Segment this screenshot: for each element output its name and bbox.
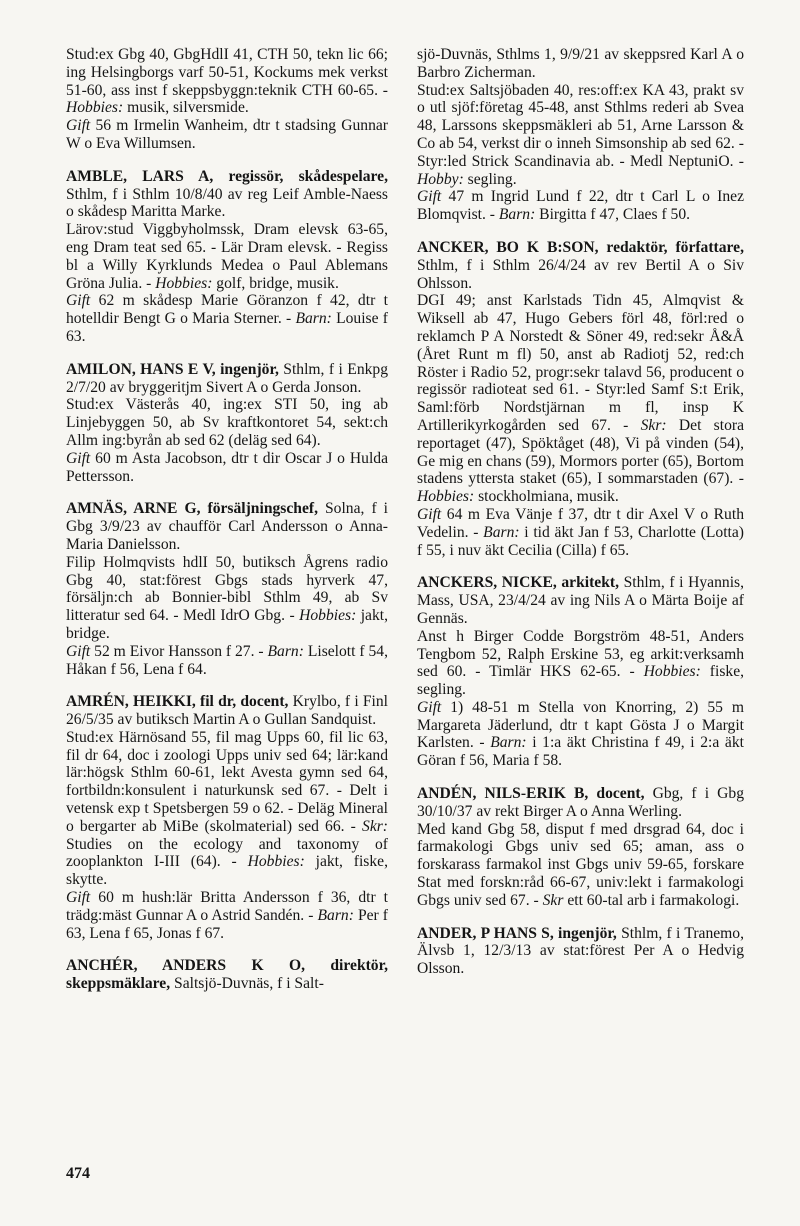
entry-text: Liselott f 54, Håkan f 56, Lena f 64. (66, 642, 388, 678)
entry-heading: AMNÄS, ARNE G, försäljningschef, (66, 500, 318, 518)
entry-heading: ANDÉN, NILS-ERIK B, docent, (417, 785, 645, 803)
entry-text: Stud:ex Härnösand 55, fil mag Upps 60, fil lic 63, fil dr 64, doc i zoologi Upps univ sed 64; lär:kand lär:högsk Sthlm 60-61, lekt Avesta gymn sed 64, fortbildn:konsulent i naturkunsk sed 67. - Delt i vetensk exp t Spetsbergen 59 o 62. - Deläg Mineral o bergarter ab MiBe (skolmaterial) sed 66. - (66, 728, 388, 835)
entry-text: stockholmiana, musik. (474, 488, 619, 506)
entry-text: jakt, fiske, skytte. (66, 853, 388, 889)
entry-label: Skr (542, 891, 564, 909)
entry-text: Sthlm, f i Sthlm 26/4/24 av rev Bertil A o Siv Ohlsson. (417, 256, 744, 292)
entry-text: i tid äkt Jan f 53, Charlotte (Lotta) f 55, i nuv äkt Cecilia (Cilla) f 65. (417, 523, 744, 559)
entry-text: Birgitta f 47, Claes f 50. (535, 206, 691, 224)
entry-text: 1) 48-51 m Stella von Knorring, 2) 55 m Margareta Jäderlund, dtr t kapt Gösta J o Margit Karlsten. - (417, 698, 744, 752)
entry-label: Barn: (295, 310, 332, 328)
entry-label: Barn: (267, 642, 304, 660)
entry-text: 47 m Ingrid Lund f 22, dtr t Carl L o Inez Blomqvist. - (417, 188, 744, 224)
biography-entry (66, 500, 388, 678)
entry-label: Hobbies: (155, 274, 213, 292)
entry-text: Med kand Gbg 58, disput f med drsgrad 64, doc i farmakologi Gbgs univ sed 65; aman, ass o forskarass farmakol inst Gbgs univ 59-65, forskare Stat med forskn:råd 66-67, univ:lekt i farmakologi Gbgs univ sed 67. - (417, 820, 744, 909)
entry-heading: AMRÉN, HEIKKI, fil dr, docent, (66, 693, 289, 711)
entry-text: Gbg, f i Gbg 30/10/37 av rekt Birger A o Anna Werling. (417, 785, 744, 820)
biography-entry (66, 361, 388, 486)
entry-label: Gift (417, 188, 442, 206)
entry-text: segling. (463, 170, 517, 188)
entry-text: Anst h Birger Codde Borgström 48-51, Anders Tengbom 52, Ralph Erskine 53, eg arkit:verksamh sed 60. - Timlär HKS 62-65. - (417, 627, 744, 681)
biography-entry (66, 693, 388, 942)
entry-label: Gift (66, 642, 91, 660)
biography-entry (66, 957, 388, 993)
biography-entry (417, 925, 744, 978)
entry-label: Hobbies: (643, 663, 701, 681)
entry-label: Skr: (362, 817, 388, 835)
entry-text: 52 m Eivor Hansson f 27. - (90, 642, 268, 660)
entry-heading: ANCKER, BO K B:SON, redaktör, författare, (417, 238, 744, 256)
entry-text: fiske, segling. (417, 663, 745, 699)
entry-text: Per f 63, Lena f 65, Jonas f 67. (66, 906, 388, 942)
entry-text: Sthlm, f i Hyannis, Mass, USA, 23/4/24 av ing Nils A o Märta Boije af Gennäs. (417, 574, 744, 627)
entry-text: Filip Holmqvists hdlI 50, butiksch Ågrens radio Gbg 40, stat:förest Gbgs stads hyrverk 47, försäljn:ch ab Bonnier-bibl Sthlm 49, ab Sv litteratur sed 64. - Medl IdrO Gbg. - (66, 553, 388, 625)
entry-text: Krylbo, f i Finl 26/5/35 av butiksch Martin A o Gullan Sandquist. (66, 693, 388, 729)
entry-text: ett 60-tal arb i farmakologi. (563, 891, 740, 909)
entry-text: Studies on the ecology and taxonomy of zooplankton I-III (64). - (66, 835, 388, 871)
entry-label: Hobbies: (66, 99, 124, 117)
entry-text: 60 m hush:lär Britta Andersson f 36, dtr t trädg:mäst Gunnar A o Astrid Sandén. - (66, 889, 388, 924)
entry-text: Sthlm, f i Enkpg 2/7/20 av bryggeritjm Sivert A o Gerda Jonson. (66, 360, 389, 396)
entry-heading: AMBLE, LARS A, regissör, skådespelare, (66, 167, 388, 185)
entry-label: Hobbies: (299, 607, 357, 625)
entry-text: Lärov:stud Viggbyholmssk, Dram elevsk 63-65, eng Dram teat sed 65. - Lär Dram elevsk. - Regiss bl a Willy Kyrklunds Medea o Paul Ablemans Gröna Julia. - (66, 221, 388, 292)
entry-continuation (417, 46, 744, 224)
entry-label: Barn: (490, 734, 527, 752)
entry-label: Barn: (498, 206, 536, 224)
entry-text: Sthlm, f i Tranemo, Älvsb 1, 12/3/13 av stat:förest Per A o Hedvig Olsson. (417, 924, 744, 978)
entry-label: Gift (66, 449, 91, 467)
entry-label: Gift (417, 505, 442, 523)
entry-heading: AMILON, HANS E V, ingenjör, (66, 360, 279, 378)
entry-heading: ANCKERS, NICKE, arkitekt, (417, 574, 619, 592)
entry-text: Solna, f i Gbg 3/9/23 av chaufför Carl Andersson o Anna-Maria Danielsson. (66, 500, 388, 553)
entry-text: DGI 49; anst Karlstads Tidn 45, Almqvist & Wiksell ab 47, Hugo Gebers förl 48, förl:red o reklamch P A Norstedt & Söner 49, red:sekr Å&Å (Året Runt m fl) 50, anst ab Radiotj 52, red:ch Röster i Radio 52, progr:sekr talavd 56, producent o regissör radioteat sed 61. - Styr:led Samf S:t Erik, Saml:förb Nordstjärnan m fl, insp K Artillerikyrkogården sed 67. - (417, 292, 744, 434)
entry-text: Louise f 63. (66, 310, 388, 345)
entry-text: 56 m Irmelin Wanheim, dtr t stadsing Gunnar W o Eva Willumsen. (66, 117, 388, 152)
entry-text: 64 m Eva Vänje f 37, dtr t dir Axel V o Ruth Vedelin. - (417, 505, 744, 541)
entry-text: Sthlm, f i Sthlm 10/8/40 av reg Leif Amble-Naess o skådesp Maritta Marke. (66, 185, 388, 221)
entry-label: Hobby: (417, 170, 464, 188)
entry-label: Skr: (640, 416, 667, 434)
entry-text: musik, silversmide. (123, 99, 249, 117)
right-column (417, 46, 744, 993)
entry-label: Hobbies: (417, 488, 475, 506)
biography-entry (417, 239, 744, 559)
entry-text: 60 m Asta Jacobson, dtr t dir Oscar J o Hulda Pettersson. (66, 449, 388, 485)
entry-label: Gift (66, 889, 91, 907)
entry-text: Stud:ex Saltsjöbaden 40, res:off:ex KA 43, prakt sv o utl sjöf:företag 45-48, anst Sthlms rederi ab Svea 48, Larssons skeppsmäkleri ab 51, Arne Larsson & Co ab 54, verkst dir o inneh Simsonship ab sed 62. - Styr:led Strick Scandinavia ab. - Medl NeptuniO. - (417, 81, 744, 170)
page-number: 474 (66, 1165, 90, 1182)
biography-entry (417, 574, 744, 770)
entry-continuation (66, 46, 388, 153)
entry-text: sjö-Duvnäs, Sthlms 1, 9/9/21 av skeppsred Karl A o Barbro Zicherman. (417, 46, 744, 81)
entry-text: jakt, bridge. (66, 607, 388, 642)
entry-text: golf, bridge, musik. (212, 274, 339, 292)
biography-entry (417, 785, 744, 910)
entry-heading: ANDER, P HANS S, ingenjör, (417, 924, 617, 942)
biography-entry (66, 168, 388, 346)
entry-text: 62 m skådesp Marie Göranzon f 42, dtr t hotelldir Bengt G o Maria Sterner. - (66, 292, 388, 328)
entry-text: Saltsjö-Duvnäs, f i Salt- (170, 975, 324, 993)
entry-label: Barn: (483, 523, 520, 541)
left-column (66, 46, 388, 1008)
entry-label: Barn: (317, 906, 354, 924)
entry-text: i 1:a äkt Christina f 49, i 2:a äkt Göran f 56, Maria f 58. (417, 734, 744, 770)
entry-label: Gift (417, 698, 442, 716)
entry-text: Det stora reportaget (47), Spöktåget (48), Vi på vinden (54), Ge mig en chans (59), Mormors porter (65), Bortom stadens yttersta staket (65), I sommarstaden (67). - (417, 416, 744, 488)
entry-text: Stud:ex Gbg 40, GbgHdlI 41, CTH 50, tekn lic 66; ing Helsingborgs varf 50-51, Kockums mek verkst 51-60, ass inst f skeppsbyggn:teknik CTH 60-65. - (66, 46, 388, 99)
entry-text: Stud:ex Västerås 40, ing:ex STI 50, ing ab Linjebyggen 50, ab Sv kraftkontoret 54, sekt:ch Allm ing:byrån ab sed 62 (deläg sed 64). (66, 396, 388, 449)
entry-label: Hobbies: (247, 853, 305, 871)
entry-heading: ANCHÉR, ANDERS K O, direktör, skeppsmäklare, (66, 957, 388, 993)
entry-label: Gift (66, 117, 91, 135)
entry-label: Gift (66, 292, 91, 310)
